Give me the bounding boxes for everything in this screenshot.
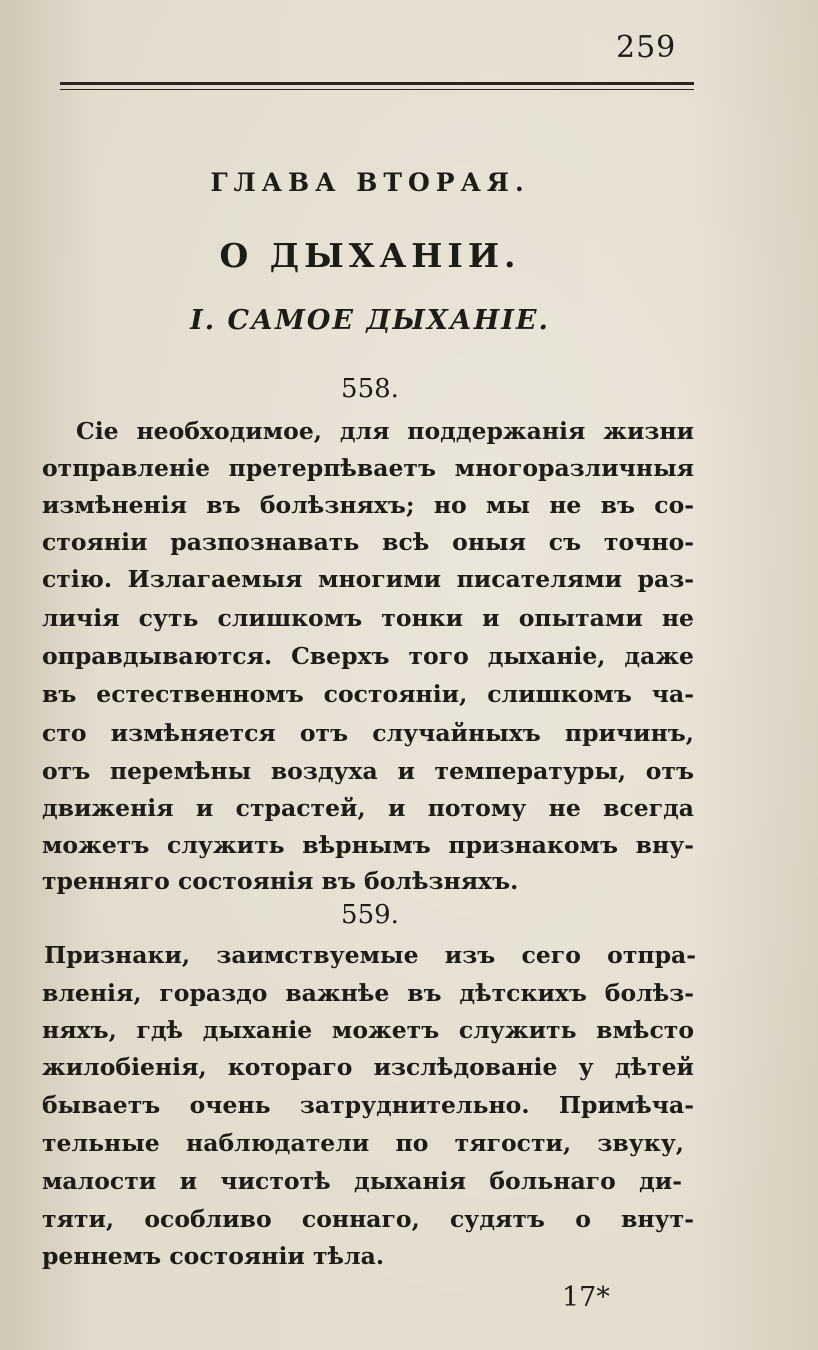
- signature-mark: 17*: [562, 1282, 610, 1313]
- page-number: 259: [616, 30, 677, 65]
- text-line: отправленіе претерпѣваетъ многоразличныя: [42, 454, 694, 482]
- paragraph-number: 559.: [341, 900, 399, 930]
- text-line: личія суть слишкомъ тонки и опытами не: [42, 604, 694, 632]
- text-line: няхъ, гдѣ дыханіе можетъ служить вмѣсто: [42, 1016, 694, 1044]
- text-line: реннемъ состояніи тѣла.: [42, 1242, 385, 1270]
- text-line: тельные наблюдатели по тягости, звуку,: [42, 1129, 684, 1157]
- text-line: тяти, особливо соннаго, судятъ о внут-: [42, 1205, 694, 1233]
- section-title: О ДЫХАНІИ.: [219, 236, 521, 275]
- header-rule: [60, 82, 694, 85]
- header-rule-thin: [60, 89, 694, 90]
- text-line: измѣненія въ болѣзняхъ; но мы не въ со-: [42, 491, 694, 519]
- paragraph-number: 558.: [341, 374, 399, 404]
- text-line: бываетъ очень затруднительно. Примѣча-: [42, 1091, 694, 1119]
- chapter-title: ГЛАВА ВТОРАЯ.: [210, 168, 530, 197]
- text-line: движенія и страстей, и потому не всегда: [42, 794, 694, 822]
- text-line: тренняго состоянія въ болѣзняхъ.: [42, 867, 519, 895]
- text-line: Признаки, заимствуемые изъ сего отпра-: [44, 941, 696, 969]
- text-line: стію. Излагаемыя многими писателями раз-: [42, 565, 694, 593]
- text-line: Сіе необходимое, для поддержанія жизни: [76, 417, 694, 445]
- text-line: въ естественномъ состояніи, слишкомъ ча-: [42, 680, 694, 708]
- text-line: вленія, гораздо важнѣе въ дѣтскихъ болѣз-: [42, 979, 694, 1007]
- text-line: стояніи разпознавать всѣ оныя съ точно-: [42, 528, 694, 556]
- subsection-title: I. САМОЕ ДЫХАНІЕ.: [190, 305, 550, 336]
- text-line: оправдываются. Сверхъ того дыханіе, даже: [42, 642, 694, 670]
- text-line: отъ перемѣны воздуха и температуры, отъ: [42, 757, 694, 785]
- text-line: можетъ служить вѣрнымъ признакомъ вну-: [42, 831, 694, 859]
- text-line: жилобіенія, котораго изслѣдованіе у дѣтей: [42, 1053, 694, 1081]
- text-line: малости и чистотѣ дыханія больнаго ди-: [42, 1167, 682, 1195]
- text-line: сто измѣняется отъ случайныхъ причинъ,: [42, 719, 694, 747]
